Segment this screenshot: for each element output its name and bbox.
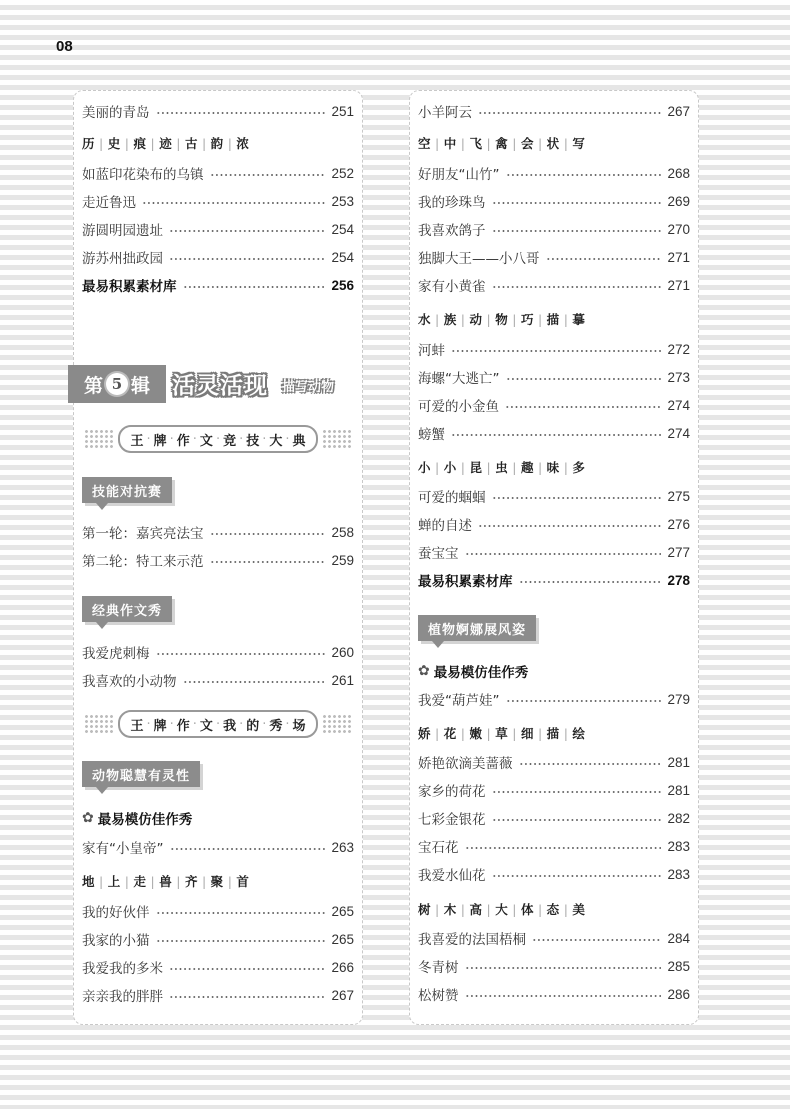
toc-entry-page: 272 — [667, 341, 690, 357]
dot-pattern — [84, 714, 114, 734]
toc-entry[interactable] — [82, 985, 354, 1005]
toc-entry-page: 286 — [667, 986, 690, 1002]
leader-dots — [169, 230, 325, 232]
leader-dots — [546, 258, 662, 260]
toc-entry-page: 254 — [331, 249, 354, 265]
toc-entry-page: 276 — [667, 516, 690, 532]
leader-dots — [156, 912, 326, 914]
leader-dots — [506, 174, 662, 176]
toc-entry-title: 我喜欢的小动物 — [82, 674, 177, 690]
toc-entry[interactable] — [418, 486, 690, 506]
toc-entry-title: 松树赞 — [418, 988, 459, 1004]
toc-entry-title: 我的好伙伴 — [82, 905, 150, 921]
toc-entry-page: 260 — [331, 644, 354, 660]
toc-entry[interactable] — [418, 984, 690, 1004]
toc-entry[interactable] — [418, 163, 690, 183]
dot-pattern — [84, 429, 114, 449]
toc-entry-page: 275 — [667, 488, 690, 504]
toc-entry-title: 亲亲我的胖胖 — [82, 989, 163, 1005]
toc-entry[interactable] — [418, 101, 690, 121]
toc-entry-title: 娇艳欲滴美蔷薇 — [418, 756, 513, 772]
toc-entry-title: 美丽的青岛 — [82, 105, 150, 121]
toc-entry[interactable] — [82, 901, 354, 921]
toc-entry-page: 267 — [331, 987, 354, 1003]
toc-entry[interactable] — [418, 367, 690, 387]
toc-entry[interactable] — [82, 219, 354, 239]
toc-entry[interactable] — [82, 522, 354, 542]
page-number: 08 — [56, 38, 73, 55]
toc-entry-page: 256 — [331, 277, 354, 293]
toc-entry[interactable] — [418, 275, 690, 295]
leader-dots — [465, 967, 662, 969]
toc-entry-title: 家乡的荷花 — [418, 784, 486, 800]
toc-entry-title: 游圆明园遗址 — [82, 223, 163, 239]
leader-dots — [142, 202, 325, 204]
leader-dots — [492, 497, 662, 499]
leader-dots — [465, 553, 662, 555]
toc-entry-title: 独脚大王——小八哥 — [418, 251, 540, 267]
toc-entry[interactable] — [418, 247, 690, 267]
leader-dots — [210, 533, 326, 535]
toc-entry[interactable] — [82, 642, 354, 662]
toc-entry-title: 海螺“大逃亡” — [418, 371, 500, 387]
toc-entry-library[interactable] — [418, 570, 690, 590]
toc-entry[interactable] — [418, 808, 690, 828]
dot-pattern — [322, 429, 352, 449]
toc-entry-title: 我喜欢鸽子 — [418, 223, 486, 239]
toc-entry-page: 281 — [667, 782, 690, 798]
leader-dots — [492, 875, 662, 877]
toc-entry[interactable] — [418, 514, 690, 534]
leader-dots — [492, 286, 662, 288]
toc-entry-title: 冬青树 — [418, 960, 459, 976]
toc-entry-page: 270 — [667, 221, 690, 237]
toc-entry-page: 268 — [667, 165, 690, 181]
toc-entry-title: 第一轮：嘉宾亮法宝 — [82, 526, 204, 542]
toc-entry-title: 宝石花 — [418, 840, 459, 856]
toc-entry-title: 螃蟹 — [418, 427, 445, 443]
leader-dots — [519, 581, 662, 583]
toc-entry-title: 我的珍珠鸟 — [418, 195, 486, 211]
chapter-label: 第 5 辑 — [68, 365, 166, 403]
leader-dots — [492, 230, 662, 232]
toc-entry-library[interactable] — [82, 275, 354, 295]
toc-entry[interactable] — [82, 163, 354, 183]
category-title: 小 | 小 | 昆 | 虫 | 趣 | 味 | 多 — [418, 459, 586, 475]
toc-entry[interactable] — [418, 780, 690, 800]
leader-dots — [465, 995, 662, 997]
toc-entry-page: 271 — [667, 277, 690, 293]
toc-entry-page: 274 — [667, 397, 690, 413]
toc-entry[interactable] — [82, 101, 354, 121]
leader-dots — [478, 112, 661, 114]
toc-entry[interactable] — [418, 956, 690, 976]
toc-entry-title: 可爱的蝈蝈 — [418, 490, 486, 506]
leader-dots — [156, 940, 326, 942]
toc-entry[interactable] — [82, 929, 354, 949]
leader-dots — [492, 819, 662, 821]
featured-heading: ✿ 最易模仿佳作秀 — [82, 810, 193, 828]
toc-entry-title: 第二轮：特工来示范 — [82, 554, 204, 570]
toc-entry-page: 277 — [667, 544, 690, 560]
category-title: 树 | 木 | 高 | 大 | 体 | 态 | 美 — [418, 901, 586, 917]
leader-dots — [170, 848, 326, 850]
toc-entry-title: 河蚌 — [418, 343, 445, 359]
toc-entry-page: 258 — [331, 524, 354, 540]
toc-entry-page: 271 — [667, 249, 690, 265]
toc-entry-title: 好朋友“山竹” — [418, 167, 500, 183]
toc-entry[interactable] — [418, 864, 690, 884]
toc-entry-page: 265 — [331, 931, 354, 947]
chapter-banner — [68, 365, 358, 403]
toc-entry-page: 252 — [331, 165, 354, 181]
toc-entry-title: 我爱水仙花 — [418, 868, 486, 884]
leader-dots — [169, 258, 325, 260]
leader-dots — [492, 791, 662, 793]
toc-entry-page: 251 — [331, 103, 354, 119]
toc-entry[interactable] — [418, 191, 690, 211]
toc-entry[interactable] — [82, 191, 354, 211]
gear-icon: ✿ — [82, 810, 94, 826]
section-tag: 经典作文秀 — [82, 596, 172, 622]
toc-entry-page: 269 — [667, 193, 690, 209]
leader-dots — [492, 202, 662, 204]
chapter-number: 5 — [106, 373, 128, 395]
leader-dots — [505, 406, 661, 408]
toc-entry[interactable] — [82, 550, 354, 570]
toc-entry-title: 蝉的自述 — [418, 518, 472, 534]
toc-entry-page: 254 — [331, 221, 354, 237]
leader-dots — [478, 525, 661, 527]
toc-entry-title: 游苏州拙政园 — [82, 251, 163, 267]
toc-entry[interactable] — [418, 219, 690, 239]
toc-entry[interactable] — [82, 247, 354, 267]
leader-dots — [210, 561, 326, 563]
category-title: 地 | 上 | 走 | 兽 | 齐 | 聚 | 首 — [82, 873, 250, 889]
toc-entry-title: 家有小黄雀 — [418, 279, 486, 295]
toc-entry-page: 278 — [667, 572, 690, 588]
dot-pattern — [322, 714, 352, 734]
toc-entry-page: 282 — [667, 810, 690, 826]
toc-entry-title: 最易积累素材库 — [82, 279, 177, 295]
category-title: 空 | 中 | 飞 | 禽 | 会 | 状 | 写 — [418, 135, 586, 151]
toc-entry[interactable] — [418, 836, 690, 856]
toc-entry-title: 走近鲁迅 — [82, 195, 136, 211]
toc-entry-page: 279 — [667, 691, 690, 707]
leader-dots — [183, 681, 326, 683]
category-title: 娇 | 花 | 嫩 | 草 | 细 | 描 | 绘 — [418, 725, 586, 741]
toc-entry-page: 261 — [331, 672, 354, 688]
toc-entry-title: 如蓝印花染布的乌镇 — [82, 167, 204, 183]
section-tag: 植物婀娜展风姿 — [418, 615, 536, 641]
leader-dots — [169, 968, 325, 970]
toc-entry[interactable] — [82, 957, 354, 977]
leader-dots — [465, 847, 662, 849]
toc-entry[interactable] — [82, 670, 354, 690]
category-title: 历 | 史 | 痕 | 迹 | 古 | 韵 | 浓 — [82, 135, 250, 151]
category-title: 水 | 族 | 动 | 物 | 巧 | 描 | 摹 — [418, 311, 586, 327]
toc-entry-title: 我爱虎刺梅 — [82, 646, 150, 662]
leader-dots — [532, 939, 661, 941]
toc-entry-page: 259 — [331, 552, 354, 568]
toc-entry-page: 263 — [331, 839, 354, 855]
toc-entry-title: 最易积累素材库 — [418, 574, 513, 590]
toc-entry-title: 家有“小皇帝” — [82, 841, 164, 857]
toc-entry-page: 281 — [667, 754, 690, 770]
toc-entry-page: 267 — [667, 103, 690, 119]
toc-entry-title: 我家的小猫 — [82, 933, 150, 949]
toc-entry-page: 273 — [667, 369, 690, 385]
toc-entry-title: 蚕宝宝 — [418, 546, 459, 562]
toc-entry-title: 小羊阿云 — [418, 105, 472, 121]
toc-entry-title: 我爱我的多米 — [82, 961, 163, 977]
chapter-title: 活灵活现 — [172, 373, 268, 399]
leader-dots — [451, 350, 661, 352]
toc-column-left — [73, 90, 363, 1025]
leader-dots — [210, 174, 326, 176]
toc-entry[interactable] — [418, 395, 690, 415]
section-tag: 动物聪慧有灵性 — [82, 761, 200, 787]
toc-entry-title: 可爱的小金鱼 — [418, 399, 499, 415]
section-pill: 王 · 牌 · 作 · 文 · 我 · 的 · 秀 · 场 — [84, 711, 352, 737]
toc-entry[interactable] — [418, 689, 690, 709]
leader-dots — [156, 112, 326, 114]
toc-column-right — [409, 90, 699, 1025]
gear-icon: ✿ — [418, 663, 430, 679]
featured-heading: ✿ 最易模仿佳作秀 — [418, 663, 529, 681]
leader-dots — [451, 434, 661, 436]
toc-entry-page: 285 — [667, 958, 690, 974]
toc-entry-page: 283 — [667, 866, 690, 882]
toc-entry[interactable] — [418, 928, 690, 948]
toc-entry-title: 我喜爱的法国梧桐 — [418, 932, 526, 948]
leader-dots — [506, 700, 662, 702]
chapter-subtitle: 描写动物 — [282, 380, 335, 395]
toc-entry-page: 284 — [667, 930, 690, 946]
toc-entry[interactable] — [418, 423, 690, 443]
toc-entry[interactable] — [418, 542, 690, 562]
toc-entry-page: 274 — [667, 425, 690, 441]
toc-entry[interactable] — [418, 339, 690, 359]
toc-entry-page: 283 — [667, 838, 690, 854]
toc-entry-page: 266 — [331, 959, 354, 975]
leader-dots — [169, 996, 325, 998]
toc-entry-page: 253 — [331, 193, 354, 209]
toc-entry-page: 265 — [331, 903, 354, 919]
leader-dots — [183, 286, 326, 288]
section-pill: 王 · 牌 · 作 · 文 · 竞 · 技 · 大 · 典 — [84, 426, 352, 452]
leader-dots — [506, 378, 662, 380]
toc-entry-title: 我爱“葫芦娃” — [418, 693, 500, 709]
toc-entry[interactable] — [418, 752, 690, 772]
toc-entry[interactable] — [82, 837, 354, 857]
section-tag: 技能对抗赛 — [82, 477, 172, 503]
toc-entry-title: 七彩金银花 — [418, 812, 486, 828]
leader-dots — [156, 653, 326, 655]
leader-dots — [519, 763, 662, 765]
